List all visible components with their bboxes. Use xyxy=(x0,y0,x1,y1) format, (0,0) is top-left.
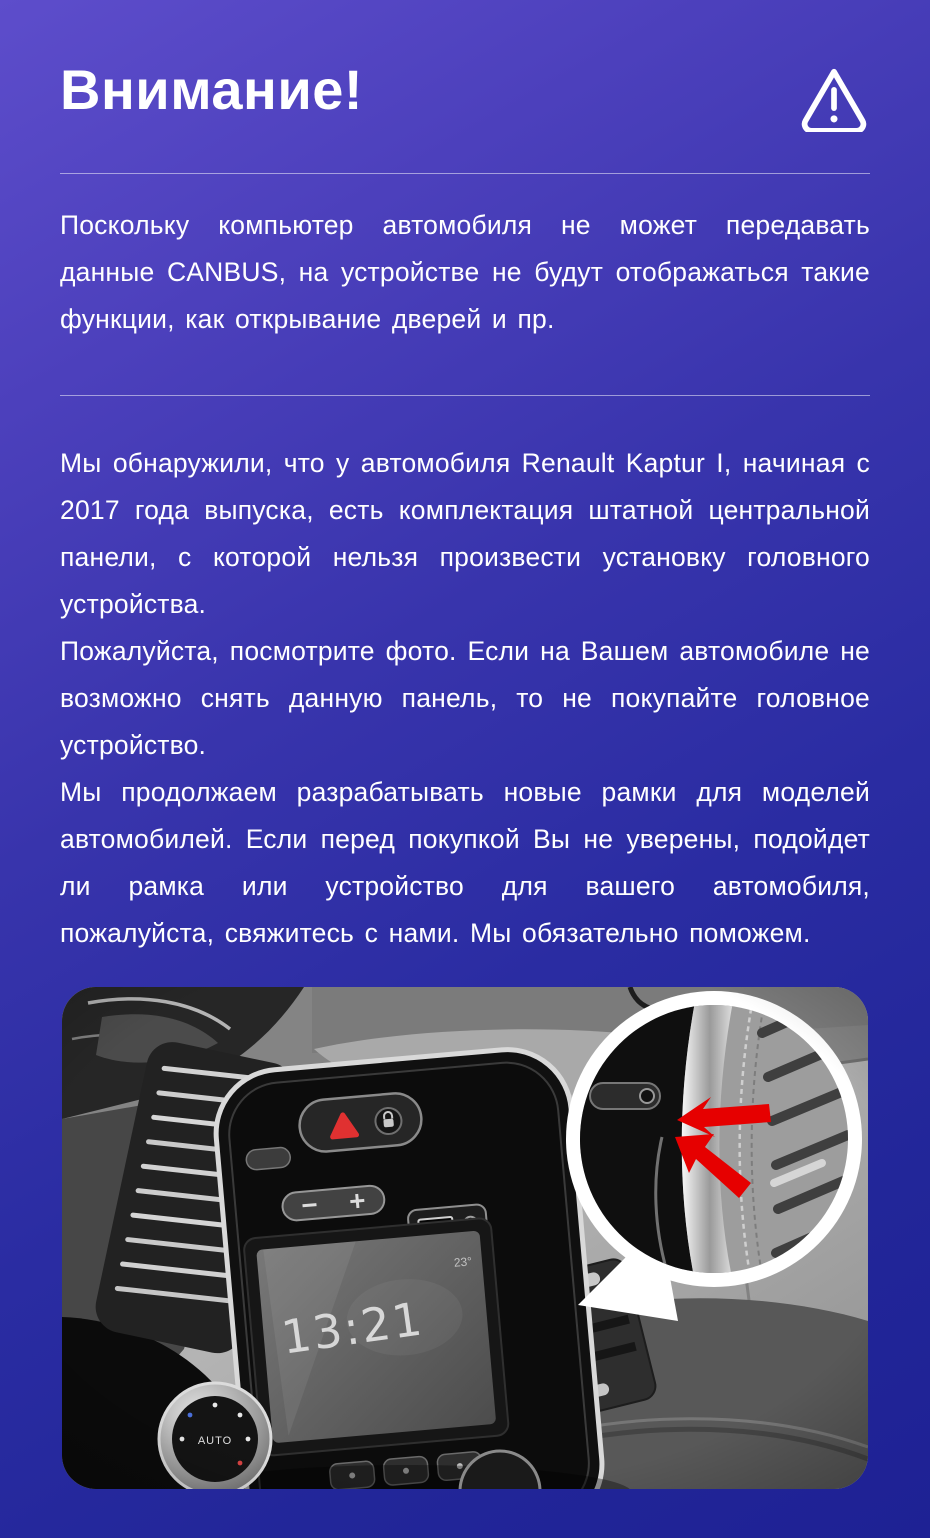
paragraph-kaptur: Мы обнаружили, что у автомобиля Renault Kaptur I, начиная с 2017 года выпуска, есть комплектация штатной центральной панели, с которой нельзя произвести установку головного устройства. xyxy=(60,448,870,620)
paragraph-frames: Мы продолжаем разрабатывать новые рамки для моделей автомобилей. Если перед покупкой Вы не уверены, подойдет ли рамка или устройство для вашего автомобиля, пожалуйста, свяжитесь с нами. Мы обязательно поможем. xyxy=(60,777,870,949)
dashboard-photo xyxy=(62,987,868,1489)
page-title: Внимание! xyxy=(60,58,364,121)
divider-middle xyxy=(60,395,870,396)
photo-vignette xyxy=(62,987,868,1489)
paragraph-canbus: Поскольку компьютер автомобиля не может передавать данные CANBUS, на устройстве не будут отображаться такие функции, как открывание дверей и пр. xyxy=(60,210,870,335)
paragraph-photo-advice: Пожалуйста, посмотрите фото. Если на Вашем автомобиле не возможно снять данную панель, то не покупайте головное устройство. xyxy=(60,636,870,761)
warning-triangle-icon xyxy=(796,66,872,132)
dashboard-photo-graphic xyxy=(62,987,868,1489)
divider-top xyxy=(60,173,870,174)
paragraph-block xyxy=(60,440,870,957)
